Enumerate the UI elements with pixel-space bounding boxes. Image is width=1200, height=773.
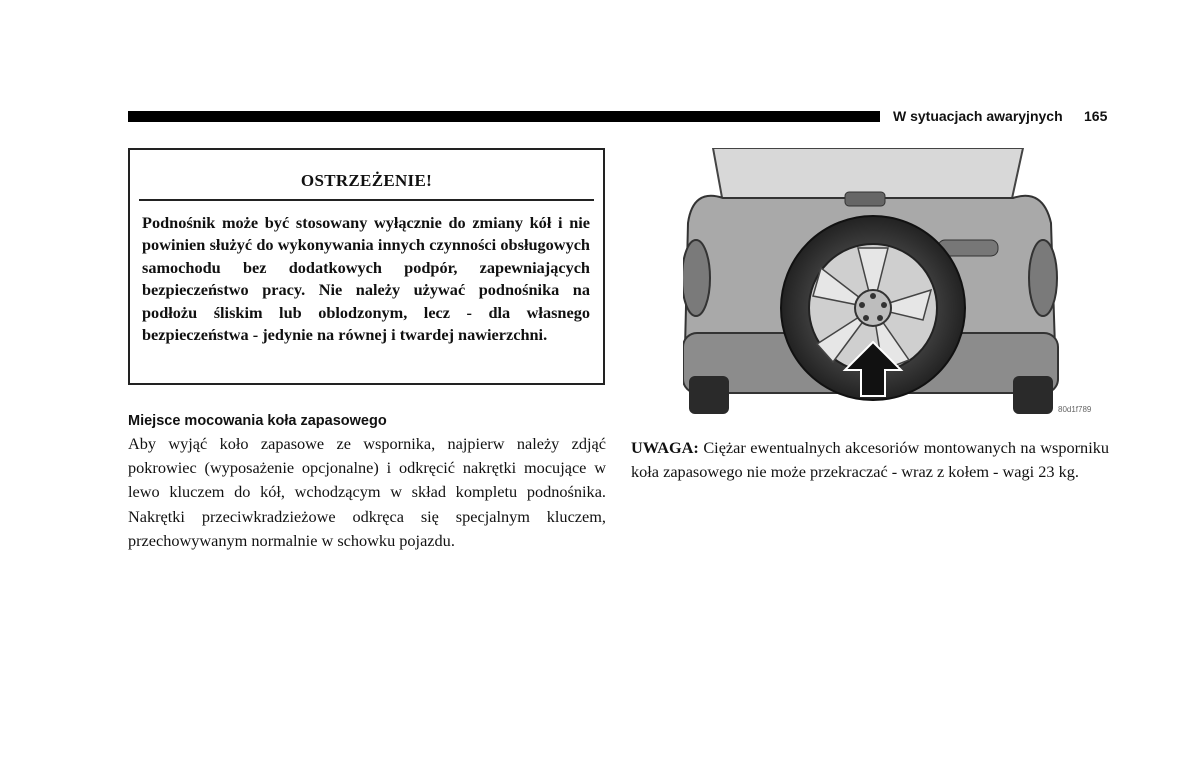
- header-rule: [128, 111, 880, 122]
- page-number: 165: [1084, 108, 1108, 124]
- header-section-title: W sytuacjach awaryjnych: [893, 108, 1063, 124]
- spare-wheel-figure: [683, 148, 1113, 418]
- section-heading: Miejsce mocowania koła zapasowego: [128, 413, 387, 429]
- warning-text: Podnośnik może być stosowany wyłącznie do zmiany kół i nie powinien służyć do wykonywania innych czynności obsługowych samochodu bez dodatkowych podpór, zapewniających bezpieczeństwo pracy. Nie należy używać podnośnika na podłożu śliskim lub oblodzonym, lecz - dla własnego bezpieczeństwa - jedynie na równej i twardej nawierzchni.: [142, 213, 590, 345]
- note: [631, 436, 1109, 484]
- warning-title: OSTRZEŻENIE!: [300, 171, 433, 190]
- note-text: Ciężar ewentualnych akcesoriów montowanych na wsporniku koła zapasowego nie może przekraczać - wraz z kołem - wagi 23 kg.: [631, 438, 1109, 482]
- spare-wheel-illustration-icon: [683, 148, 1113, 418]
- warning-box: [128, 148, 605, 385]
- warning-divider: [139, 199, 594, 201]
- figure-code: 80d1f789: [1058, 405, 1092, 414]
- section-body: Aby wyjąć koło zapasowe ze wspornika, najpierw należy zdjąć pokrowiec (wyposażenie opcjonalne) i odkręcić nakrętki mocujące w lewo kluczem do kół, wchodzącym w skład kompletu podnośnika. Nakrętki przeciwkradzieżowe odkręca się specjalnym kluczem, przechowywanym normalnie w schowku pojazdu.: [128, 434, 606, 550]
- note-label: UWAGA:: [631, 438, 699, 457]
